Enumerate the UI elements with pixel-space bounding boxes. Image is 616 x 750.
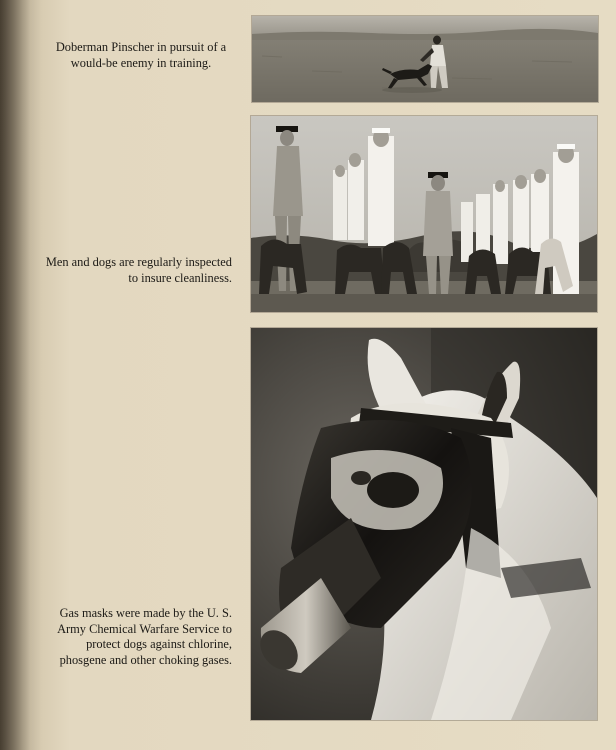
caption-doberman: Doberman Pinscher in pursuit of a would-be enemy in training. [55,40,227,70]
caption-inspection: Men and dogs are regularly inspected to insure cleanliness. [45,255,232,285]
book-spine-shadow [0,0,30,750]
photo-dog-gas-mask [251,328,597,720]
photo-doberman-training [252,16,598,102]
caption-gas-masks: Gas masks were made by the U. S. Army Chemical Warfare Service to protect dogs against chlorine, phosgene and other choking gases. [57,606,232,667]
photo-men-dogs-inspection [251,116,597,312]
